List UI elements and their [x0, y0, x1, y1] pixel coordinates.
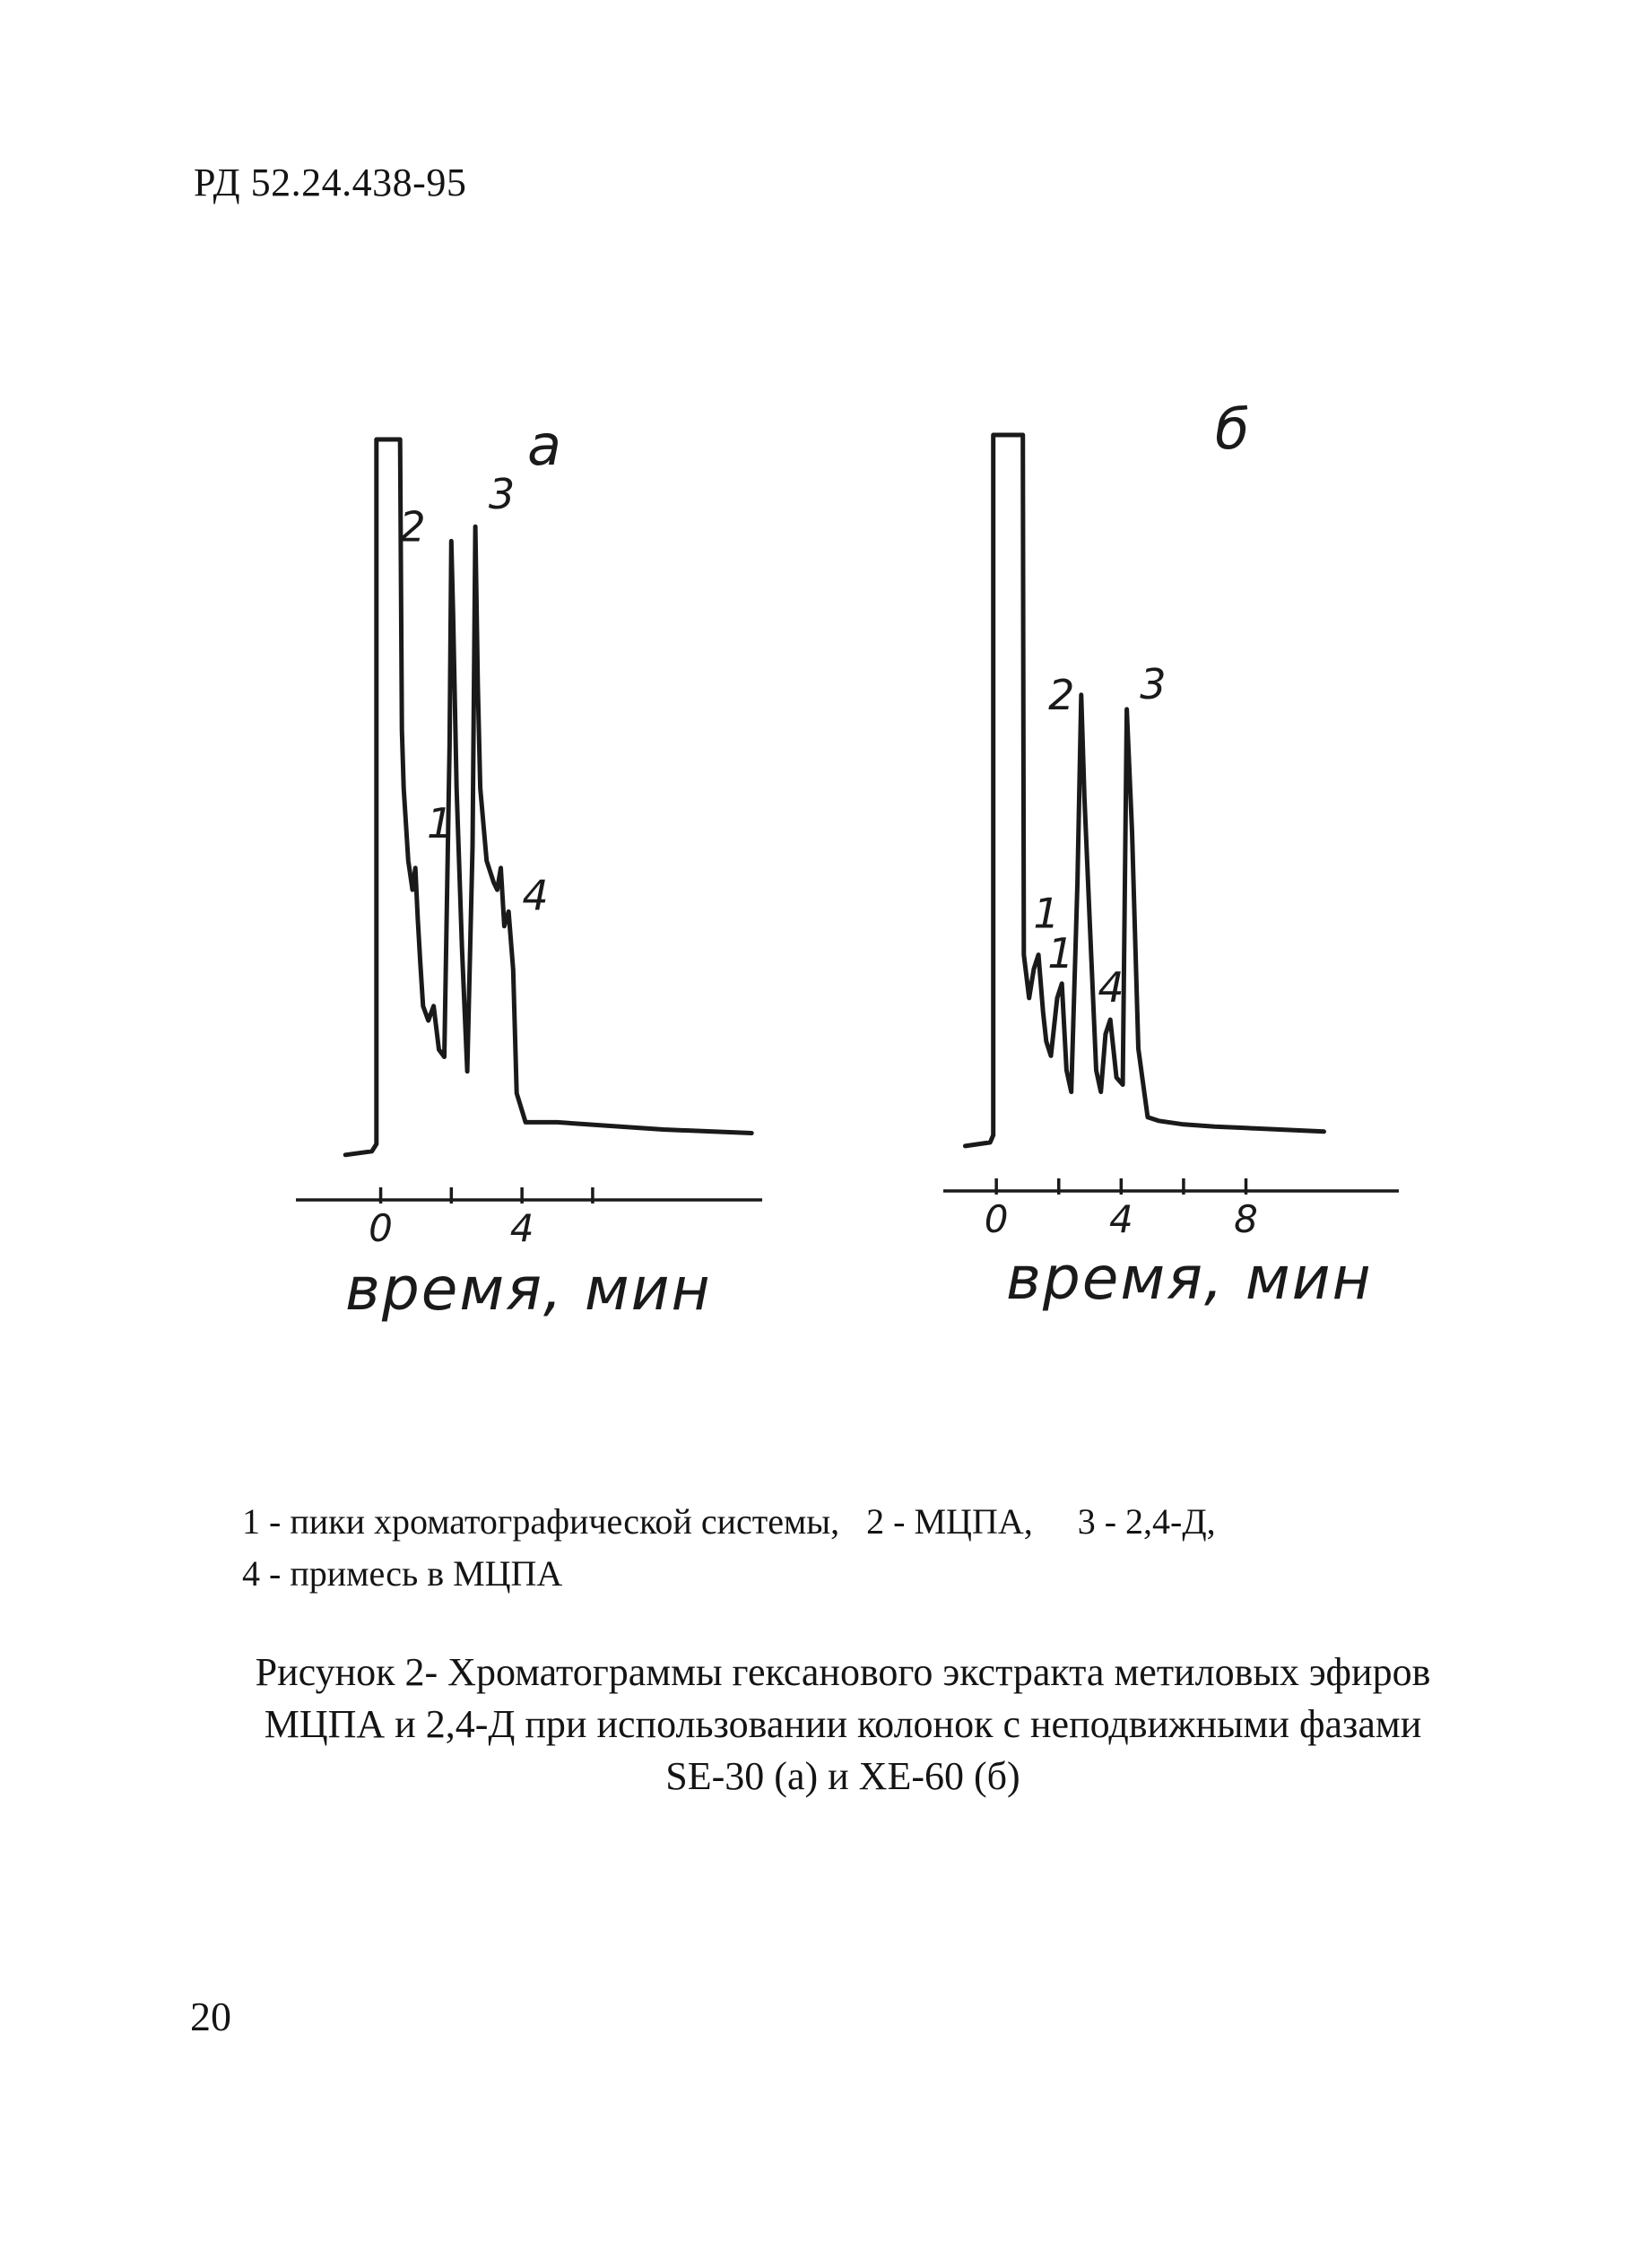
peak-label: 3: [488, 470, 516, 519]
x-ticks-b: [985, 1178, 1258, 1241]
chromatogram-trace-b: [965, 435, 1324, 1146]
peak-label: 2: [1048, 670, 1075, 719]
peak-label: 4: [522, 871, 549, 920]
figure-caption: [170, 1647, 1515, 1803]
x-tick-label: 8: [1234, 1197, 1258, 1241]
peak-label: 2: [399, 502, 426, 552]
x-tick-label: 4: [1108, 1197, 1133, 1241]
caption-line-2: МЦПА и 2,4-Д при использовании колонок с неподвижными фазами: [264, 1702, 1422, 1746]
legend-row-2: 4 - примесь в МЦПА: [242, 1553, 563, 1594]
chromatogram-panel-b: [943, 396, 1399, 1313]
peak-label: 1: [426, 799, 454, 848]
x-axis-title-b: время, мин: [1006, 1244, 1373, 1313]
caption-line-1: Рисунок 2- Хроматограммы гексанового экстракта метиловых эфиров: [255, 1650, 1431, 1694]
peak-label: 3: [1140, 659, 1167, 708]
figure-legend: [242, 1496, 1216, 1600]
chromatogram-panel-a: [296, 413, 762, 1324]
page-number: 20: [190, 1994, 231, 2039]
x-ticks-a: [369, 1187, 593, 1250]
x-axis-title-a: время, мин: [345, 1255, 712, 1324]
peak-labels-b: [1033, 660, 1166, 1012]
peak-label: 1: [1033, 889, 1060, 938]
peak-label: 1: [1047, 928, 1074, 978]
panel-label-a: а: [527, 413, 561, 478]
peak-label: 4: [1098, 963, 1124, 1012]
x-tick-label: 0: [369, 1206, 393, 1250]
panel-label-b: б: [1215, 396, 1250, 462]
document-code: РД 52.24.438-95: [194, 161, 467, 204]
legend-row-1: 1 - пики хроматографической системы, 2 - МЦПА, 3 - 2,4-Д,: [242, 1501, 1216, 1542]
x-tick-label: 0: [984, 1197, 1009, 1241]
caption-line-3: SE-30 (а) и XE-60 (б): [665, 1754, 1020, 1798]
x-tick-label: 4: [509, 1206, 534, 1250]
